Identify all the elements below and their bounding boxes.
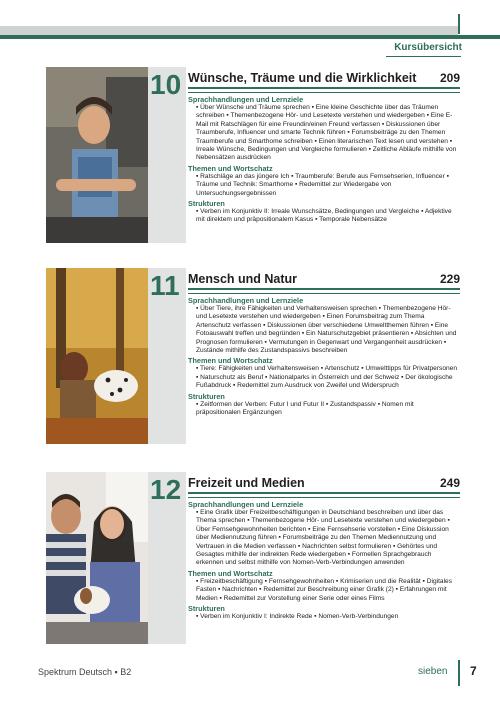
section-title-underline bbox=[386, 56, 461, 57]
unit-10 bbox=[46, 67, 460, 243]
unit-title-rule bbox=[188, 87, 460, 93]
section-heading: Sprachhandlungen und Lernziele bbox=[188, 95, 304, 104]
unit-11 bbox=[46, 268, 460, 444]
unit-title: Wünsche, Träume und die Wirklichkeit bbox=[188, 71, 417, 85]
section-text: ▪ Ratschläge an das jüngere Ich ▪ Traumberufe: Berufe aus Fernsehserien, Influencer ▪ Träume und Technik: Smarthome ▪ Redemittel zur Wiedergabe von Untersuchungsergebnissen bbox=[196, 172, 449, 197]
section-heading: Themen und Wortschatz bbox=[188, 163, 273, 173]
section-heading: Strukturen bbox=[188, 199, 225, 209]
section-text: ▪ Verben im Konjunktiv I: Indirekte Rede ▪ Nomen-Verb-Verbindungen bbox=[196, 613, 399, 621]
unit-11-content bbox=[188, 272, 460, 417]
section-heading: Sprachhandlungen und Lernziele bbox=[188, 296, 304, 305]
section-title: Kursübersicht bbox=[394, 42, 462, 53]
unit-title: Mensch und Natur bbox=[188, 272, 298, 286]
section-heading: Themen und Wortschatz bbox=[188, 356, 273, 366]
unit-title-rule bbox=[188, 492, 460, 498]
unit-page-number: 249 bbox=[439, 476, 460, 490]
footer-page-word: sieben bbox=[418, 666, 448, 677]
unit-12-content bbox=[188, 476, 460, 621]
section-text: ▪ Eine Grafik über Freizeitbeschäftigungen in Deutschland beschreiben und über das Thema sprechen ▪ Themenbezogene Hör- und Lesetexte verstehen und wiedergeben ▪ Über Fernsehgewohnheiten berichten ▪ Eine Fernsehserie vorstellen ▪ Eine Diskussion über Mediennutzung führen ▪ Forumsbeiträge zu den Themen Mediennutzung und Vertrauen in die Medien verfassen ▪ Nachrichten selbst formulieren ▪ Gehörtes und Gesagtes mithilfe der indirekten Rede wiedergeben ▪ Formellen Sprachgebrauch erkennen und selbst mithilfe von Nomen-Verb-Verbindungen anwenden bbox=[196, 509, 450, 567]
unit-page-number: 209 bbox=[439, 71, 460, 85]
section-text: ▪ Tiere: Fähigkeiten und Verhaltensweisen ▪ Artenschutz ▪ Umwelttipps für Privatpersonen ▪ Naturschutz als Beruf ▪ Nationalparks in Österreich und der Schweiz ▪ Der ökologische Fußabdruck ▪ Redemittel zum Ausdruck von Zweifel und Widerspruch bbox=[196, 365, 458, 390]
section-heading: Themen und Wortschatz bbox=[188, 568, 273, 578]
unit-title-rule bbox=[188, 288, 460, 294]
unit-number: 11 bbox=[150, 270, 180, 301]
unit-11-photo bbox=[46, 268, 148, 444]
unit-10-content bbox=[188, 71, 460, 225]
unit-number: 12 bbox=[150, 474, 182, 505]
unit-10-photo bbox=[46, 67, 148, 243]
footer-vertical-marker bbox=[458, 660, 460, 686]
section-text: ▪ Über Tiere, ihre Fähigkeiten und Verhaltensweisen sprechen ▪ Themenbezogene Hör- und Lesetexte verstehen und wiedergeben ▪ Einen Forumsbeitrag zum Thema Artenschutz verfassen ▪ Diskussionen über verschiedene Umweltthemen führen ▪ Eine Fotoauswahl treffen und begründen ▪ Ein Naturschutzgebiet präsentieren ▪ Absichten und Prognosen formulieren ▪ Vermutungen in Gegenwart und Vergangenheit ausdrücken ▪ Zustände mithilfe des Zustandspassivs beschreiben bbox=[196, 305, 457, 355]
unit-number: 10 bbox=[150, 69, 182, 100]
section-text: ▪ Über Wünsche und Träume sprechen ▪ Eine kleine Geschichte über das Träumen schreiben ▪ Themenbezogene Hör- und Lesetexte verstehen und wiedergeben ▪ Eine E-Mail mit Ratschlägen für eine Freundin/einen Freund verfassen ▪ Diskussionen über Traumberufe, Influencer und smarte Technik führen ▪ Forumsbeiträge zu den Themen Traumberufe und Smarthome schreiben ▪ Einen literarischen Text lesen und verstehen ▪ Irreale Wünsche, Bedingungen und Vergleiche formulieren ▪ Zeitliche Abläufe mithilfe von Nebensätzen ausdrücken bbox=[196, 104, 457, 162]
header-grey-bar bbox=[0, 26, 458, 35]
unit-page-number: 229 bbox=[439, 272, 460, 286]
unit-12-photo bbox=[46, 472, 148, 644]
header-vertical-marker bbox=[458, 14, 460, 34]
section-text: ▪ Verben im Konjunktiv II: Irreale Wunschsätze, Bedingungen und Vergleiche ▪ Adjektive mit direktem und präpositionalem Kasus ▪ Temporale Nebensätze bbox=[196, 208, 452, 224]
section-heading: Strukturen bbox=[188, 391, 225, 401]
unit-title: Freizeit und Medien bbox=[188, 476, 305, 490]
section-text: ▪ Zeitformen der Verben: Futur I und Futur II ▪ Zustandspassiv ▪ Nomen mit präpositionalen Ergänzungen bbox=[196, 400, 414, 417]
footer-page-number: 7 bbox=[470, 664, 477, 678]
unit-12 bbox=[46, 472, 460, 644]
header-green-line bbox=[0, 35, 500, 39]
footer-book-title: Spektrum Deutsch ▪ B2 bbox=[38, 667, 132, 677]
section-text: ▪ Freizeitbeschäftigung ▪ Fernsehgewohnheiten ▪ Krimiserien und die Realität ▪ Digitales Fasten ▪ Nachrichten ▪ Redemittel zur Beschreibung einer Grafik (2) ▪ Erfahrungen mit Medien ▪ Redemittel zur Vorstellung einer Serie oder eines Films bbox=[196, 577, 453, 602]
section-heading: Strukturen bbox=[188, 604, 225, 614]
section-heading: Sprachhandlungen und Lernziele bbox=[188, 500, 304, 509]
